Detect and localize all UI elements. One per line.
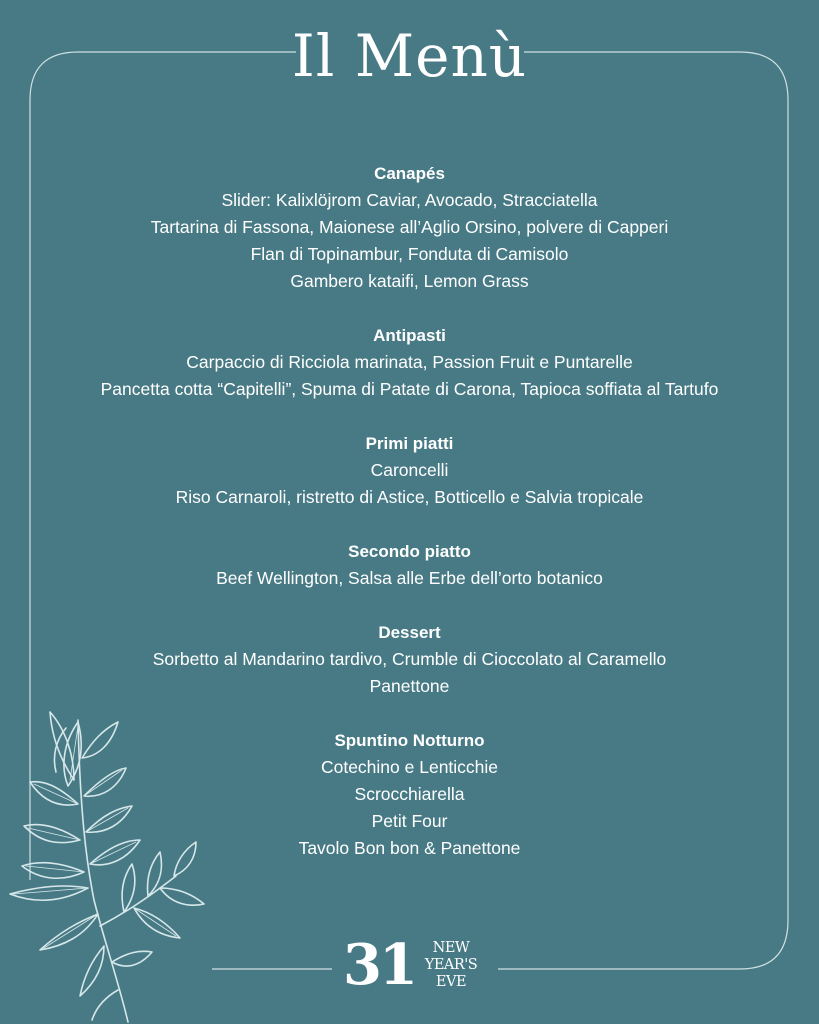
menu-item: Flan di Topinambur, Fonduta di Camisolo [250, 244, 569, 264]
menu-item: Sorbetto al Mandarino tardivo, Crumble di Cioccolato al Caramello [152, 649, 667, 669]
menu-item: Caroncelli [370, 460, 449, 480]
menu-item: Carpaccio di Ricciola marinata, Passion Fruit e Puntarelle [186, 352, 633, 372]
badge-line-years: YEAR'S [424, 957, 478, 973]
menu-item: Riso Carnaroli, ristretto di Astice, Botticello e Salvia tropicale [175, 487, 644, 507]
menu-item: Tartarina di Fassona, Maionese all’Aglio Orsino, polvere di Capperi [150, 217, 669, 237]
section-secondo-piatto [0, 538, 819, 592]
section-title: Antipasti [373, 326, 446, 345]
section-title: Primi piatti [365, 434, 454, 453]
badge-line-eve: EVE [435, 974, 467, 990]
section-title: Secondo piatto [348, 542, 471, 561]
section-primi-piatti [0, 430, 819, 511]
menu-item: Beef Wellington, Salsa alle Erbe dell’orto botanico [216, 568, 603, 588]
menu-title: Il Menù [291, 22, 528, 90]
menu-item: Cotechino e Lenticchie [320, 757, 499, 777]
section-canapes [0, 160, 819, 295]
menu-item: Tavolo Bon bon & Panettone [298, 838, 521, 858]
menu-item: Panettone [369, 676, 450, 696]
menu-item: Scrocchiarella [354, 784, 465, 804]
section-antipasti [0, 322, 819, 403]
menu-item: Slider: Kalixlöjrom Caviar, Avocado, Stracciatella [221, 190, 598, 210]
section-dessert [0, 619, 819, 700]
menu-item: Petit Four [371, 811, 448, 831]
section-title: Dessert [378, 623, 441, 642]
plant-sprig-illustration [0, 700, 210, 1024]
badge-line-new: NEW [432, 940, 470, 956]
menu-item: Gambero kataifi, Lemon Grass [290, 271, 529, 291]
badge-number: 31 [343, 932, 415, 998]
menu-item: Pancetta cotta “Capitelli”, Spuma di Patate di Carona, Tapioca soffiata al Tartufo [100, 379, 719, 399]
section-title: Spuntino Notturno [334, 731, 485, 750]
new-years-eve-badge [343, 932, 493, 1000]
section-title: Canapés [374, 164, 445, 183]
